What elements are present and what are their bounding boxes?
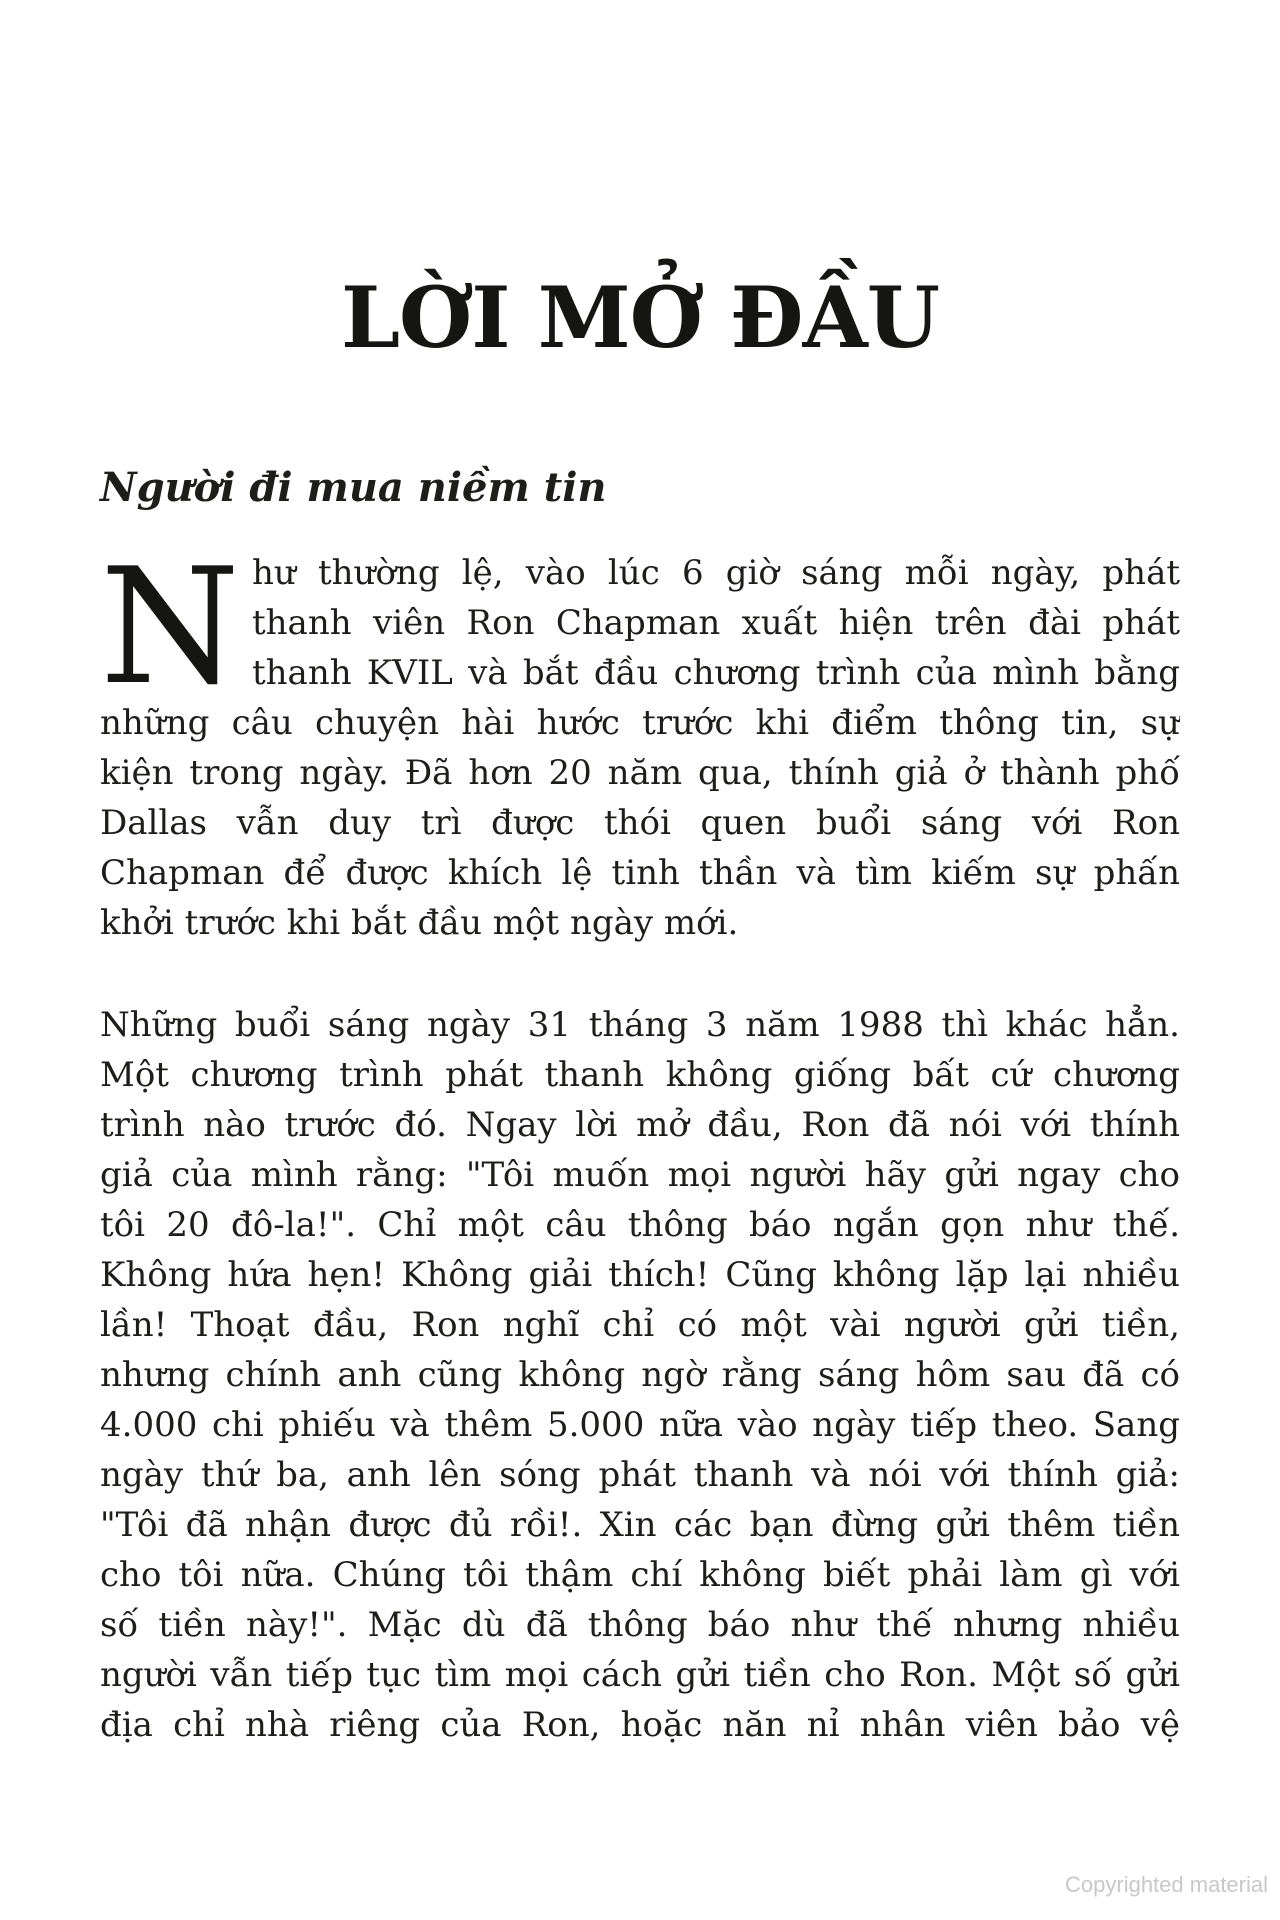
paragraph-1	[100, 514, 1180, 948]
text-line: thanh KVIL và bắt đầu chương trình của mình bằng	[252, 653, 1180, 694]
text-line: số tiền này!". Mặc dù đã thông báo như thế nhưng nhiều	[100, 1605, 1180, 1646]
paragraph-2-lines	[100, 1000, 1180, 1750]
text-line: Chapman để được khích lệ tinh thần và tìm kiếm sự phấn	[100, 853, 1180, 894]
page-title: LỜI MỞ ĐẦU	[340, 268, 939, 367]
text-line: Một chương trình phát thanh không giống bất cứ chương	[100, 1055, 1180, 1096]
text-line: thanh viên Ron Chapman xuất hiện trên đài phát	[252, 603, 1180, 644]
text-line: cho tôi nữa. Chúng tôi thậm chí không biết phải làm gì với	[100, 1555, 1180, 1596]
text-line: tôi 20 đô-la!". Chỉ một câu thông báo ngắn gọn như thế.	[100, 1205, 1180, 1246]
paragraph-1-lines	[100, 533, 1180, 948]
text-line: Những buổi sáng ngày 31 tháng 3 năm 1988 thì khác hẳn.	[100, 1005, 1180, 1046]
section-subtitle: Người đi mua niềm tin	[100, 464, 607, 512]
text-line: khởi trước khi bắt đầu một ngày mới.	[100, 903, 739, 944]
text-line: kiện trong ngày. Đã hơn 20 năm qua, thính giả ở thành phố	[100, 753, 1180, 794]
text-line: địa chỉ nhà riêng của Ron, hoặc năn nỉ nhân viên bảo vệ	[100, 1705, 1180, 1746]
paragraph-2	[100, 948, 1180, 1750]
text-line: Không hứa hẹn! Không giải thích! Cũng không lặp lại nhiều	[100, 1255, 1180, 1296]
text-line: nhưng chính anh cũng không ngờ rằng sáng hôm sau đã có	[100, 1355, 1180, 1396]
text-line: giả của mình rằng: "Tôi muốn mọi người hãy gửi ngay cho	[100, 1155, 1180, 1196]
text-line: những câu chuyện hài hước trước khi điểm thông tin, sự	[100, 703, 1180, 744]
text-line: Dallas vẫn duy trì được thói quen buổi sáng với Ron	[100, 803, 1180, 844]
copyright-notice: Copyrighted material	[1065, 1872, 1268, 1897]
text-line: lần! Thoạt đầu, Ron nghĩ chỉ có một vài người gửi tiền,	[100, 1305, 1180, 1346]
text-line: trình nào trước đó. Ngay lời mở đầu, Ron đã nói với thính	[100, 1105, 1180, 1146]
text-line: 4.000 chi phiếu và thêm 5.000 nữa vào ngày tiếp theo. Sang	[100, 1405, 1180, 1446]
drop-cap: N	[100, 533, 240, 721]
text-line: người vẫn tiếp tục tìm mọi cách gửi tiền cho Ron. Một số gửi	[100, 1655, 1180, 1696]
text-line: hư thường lệ, vào lúc 6 giờ sáng mỗi ngày, phát	[252, 553, 1180, 594]
text-line: "Tôi đã nhận được đủ rồi!. Xin các bạn đừng gửi thêm tiền	[100, 1505, 1180, 1546]
text-line: ngày thứ ba, anh lên sóng phát thanh và nói với thính giả:	[100, 1455, 1180, 1496]
